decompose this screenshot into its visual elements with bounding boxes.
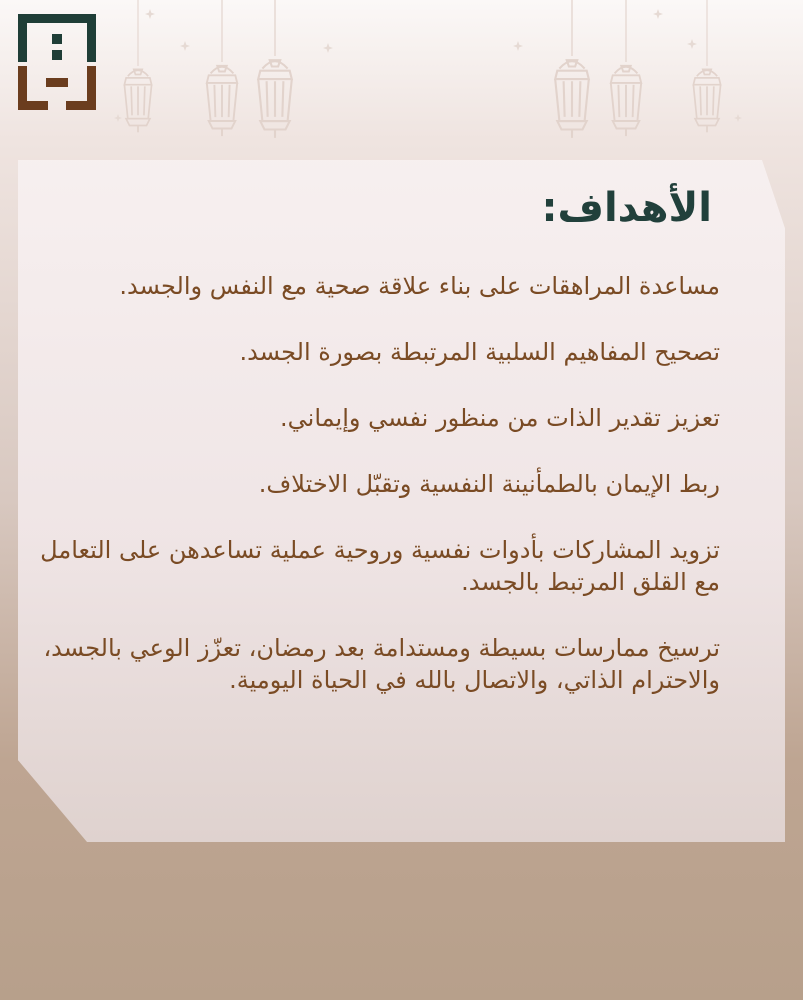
lantern-icon [555,0,589,138]
star-icon [323,43,333,53]
star-icon [687,39,697,49]
section-title: الأهداف: [541,185,712,231]
goal-item: تعزيز تقدير الذات من منظور نفسي وإيماني. [280,404,720,432]
star-icon [114,114,122,122]
goal-item: ترسيخ ممارسات بسيطة ومستدامة بعد رمضان، تعزّز الوعي بالجسد، والاحترام الذاتي، والاتصال بالله في الحياة اليومية. [43,634,720,694]
lantern-icon [693,0,720,132]
lantern-icon [258,0,292,138]
ramadan-ornaments [0,0,803,175]
lantern-icon [611,0,641,136]
star-icon [653,9,663,19]
goal-item: تزويد المشاركات بأدوات نفسية وروحية عملية تساعدهن على التعامل مع القلق المرتبط بالجسد. [40,536,720,596]
lantern-icon [124,0,151,132]
star-icon [180,41,190,51]
star-icon [513,41,523,51]
star-icon [145,9,155,19]
goals-list [30,270,720,696]
star-icon [734,114,742,122]
goal-item: تصحيح المفاهيم السلبية المرتبطة بصورة الجسد. [239,338,720,366]
goal-item: مساعدة المراهقات على بناء علاقة صحية مع النفس والجسد. [119,272,720,300]
goals-section [30,162,720,730]
lantern-icon [207,0,237,136]
goal-item: ربط الإيمان بالطمأنينة النفسية وتقبّل الاختلاف. [258,470,720,498]
brand-logo [18,14,96,110]
